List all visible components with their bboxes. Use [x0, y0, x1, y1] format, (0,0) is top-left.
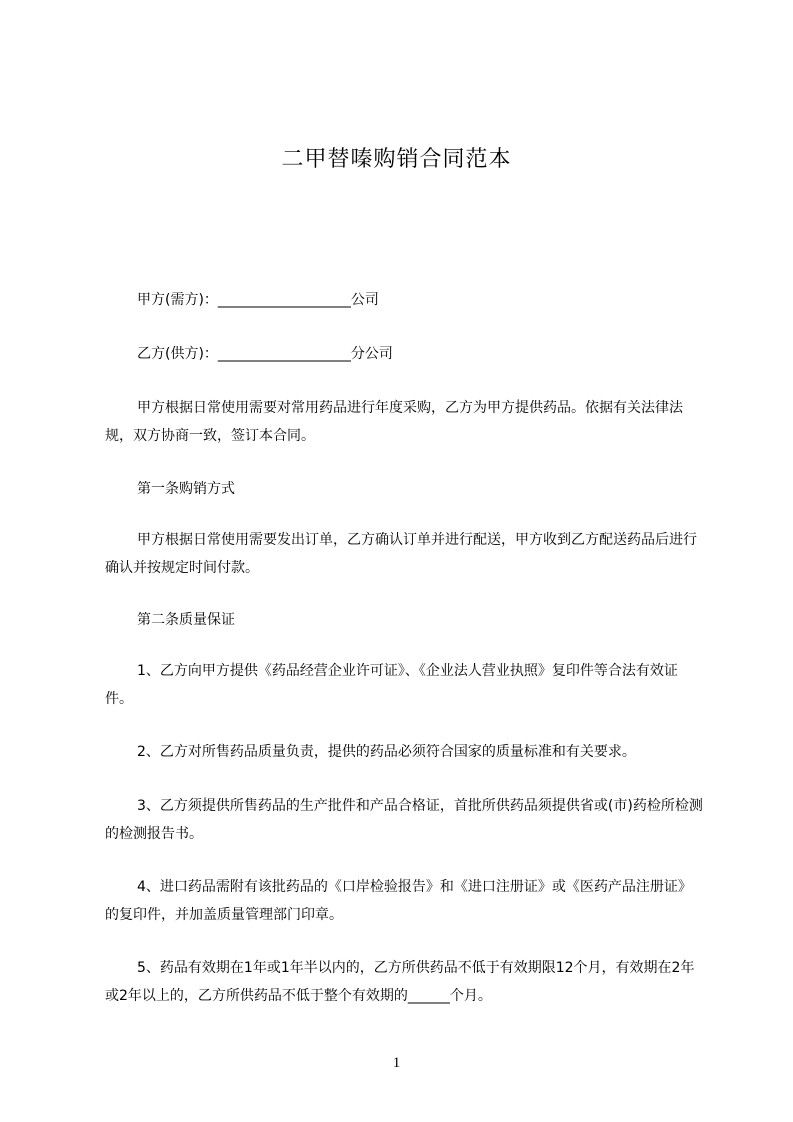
section-1-paragraph: 甲方根据日常使用需要发出订单，乙方确认订单并进行配送，甲方收到乙方配送药品后进行确认并按规定时间付款。: [105, 532, 697, 576]
party-a-line: 甲方(需方)：___________________公司: [137, 292, 379, 308]
clause-1-paragraph: 1、乙方向甲方提供《药品经营企业许可证》、《企业法人营业执照》复印件等合法有效证件。: [105, 663, 678, 707]
clause-2-paragraph: 2、乙方对所售药品质量负责，提供的药品必须符合国家的质量标准和有关要求。: [137, 744, 636, 760]
clause-4-paragraph: 4、进口药品需附有该批药品的《口岸检验报告》和《进口注册证》或《医药产品注册证》的复印件，并加盖质量管理部门印章。: [105, 879, 692, 923]
preamble-paragraph: 甲方根据日常使用需要对常用药品进行年度采购，乙方为甲方提供药品。依据有关法律法规，双方协商一致，签订本合同。: [105, 400, 683, 444]
clause-5-paragraph: 5、药品有效期在1年或1年半以内的，乙方所供药品不低于有效期限12个月，有效期在2年或2年以上的，乙方所供药品不低于整个有效期的______个月。: [105, 960, 695, 1004]
party-b-line: 乙方(供方)：___________________分公司: [137, 346, 393, 362]
document-title: 二甲替嗪购销合同范本: [281, 147, 512, 172]
section-heading-1: 第一条购销方式: [137, 481, 235, 497]
clause-3-paragraph: 3、乙方须提供所售药品的生产批件和产品合格证，首批所供药品须提供省或(市)药检所检测的检测报告书。: [105, 798, 703, 842]
section-heading-2: 第二条质量保证: [137, 612, 235, 628]
page-number: 1: [392, 1055, 401, 1071]
